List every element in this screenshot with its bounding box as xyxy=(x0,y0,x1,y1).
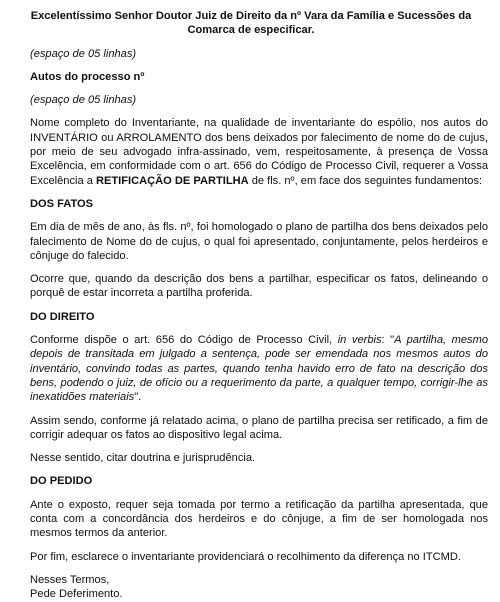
law-in-verbis: in verbis xyxy=(337,334,382,347)
intro-text-end: de fls. nº, em face dos seguintes fundamentos: xyxy=(248,174,483,187)
section-heading-facts: DOS FATOS xyxy=(30,197,94,210)
section-heading-request: DO PEDIDO xyxy=(30,475,93,488)
facts-paragraph-2: Ocorre que, quando da descrição dos bens a partilhar, especificar os fatos, delineando o porquê de estar incorreta a partilha proferida. xyxy=(30,273,488,300)
law-text-start: Conforme dispõe o art. 656 do Código de Processo Civil, xyxy=(30,334,338,347)
intro-text-start: Nome completo do Inventariante, na qualidade de inventariante do espólio, nos autos do INVENTÁRIO ou ARROLAMENTO dos bens deixados por falecimento de nome do de cujus, por meio de seu advogado infra-assinado, vem, respeitosamente, à presença de Vossa Excelência, em conformidade com o art. 656 do Código de Processo Civil, requerer a Vossa Excelência a xyxy=(30,117,488,187)
request-paragraph-1: Ante o exposto, requer seja tomada por termo a retificação da partilha apresentada, que conta com a concordância dos herdeiros e do cônjuge, a fim de ser homologada nos mesmos termos da anterior. xyxy=(30,498,488,540)
document-title: Excelentíssimo Senhor Doutor Juiz de Direito da nº Vara da Família e Sucessões da Comarca de especificar. xyxy=(30,10,472,37)
spacer-note: (espaço de 05 linhas) xyxy=(30,94,137,107)
spacer-note: (espaço de 05 linhas) xyxy=(30,47,137,60)
intro-bold-request: RETIFICAÇÃO DE PARTILHA xyxy=(95,174,249,187)
intro-paragraph xyxy=(30,116,488,187)
request-paragraph-2: Por fim, esclarece o inventariante providenciará o recolhimento da diferença no ITCMD. xyxy=(30,550,462,563)
section-heading-law: DO DIREITO xyxy=(30,310,95,323)
law-paragraph-3: Nesse sentido, citar doutrina e jurisprudência. xyxy=(30,452,256,465)
facts-paragraph-1: Em dia de mês de ano, às fls. nº, foi homologado o plano de partilha dos bens deixados pelo falecimento de Nome do de cujus, o qual foi apresentado, conjuntamente, pelos herdeiros e cônjuge do falecido. xyxy=(30,221,488,262)
case-number-line: Autos do processo nº xyxy=(30,70,145,83)
law-quote-open: : " xyxy=(381,334,395,347)
law-quote-close: ". xyxy=(134,391,142,404)
closing-line-1: Nesses Termos, xyxy=(30,573,110,586)
law-quote-text: A partilha, mesmo depois de transitada em julgado a sentença, pode ser emendada nos mesmos autos do inventário, convindo todas as partes, quando tenha havido erro de fato na descrição dos bens, podendo o juiz, de ofício ou a requerimento da parte, a qualquer tempo, corrigir-lhe as inexatidões materiais xyxy=(30,334,488,404)
law-paragraph-2: Assim sendo, conforme já relatado acima, o plano de partilha precisa ser retificado, a fim de corrigir adequar os fatos ao dispositivo legal acima. xyxy=(30,414,488,441)
closing-line-2: Pede Deferimento. xyxy=(30,588,123,601)
law-paragraph-1 xyxy=(30,333,488,404)
